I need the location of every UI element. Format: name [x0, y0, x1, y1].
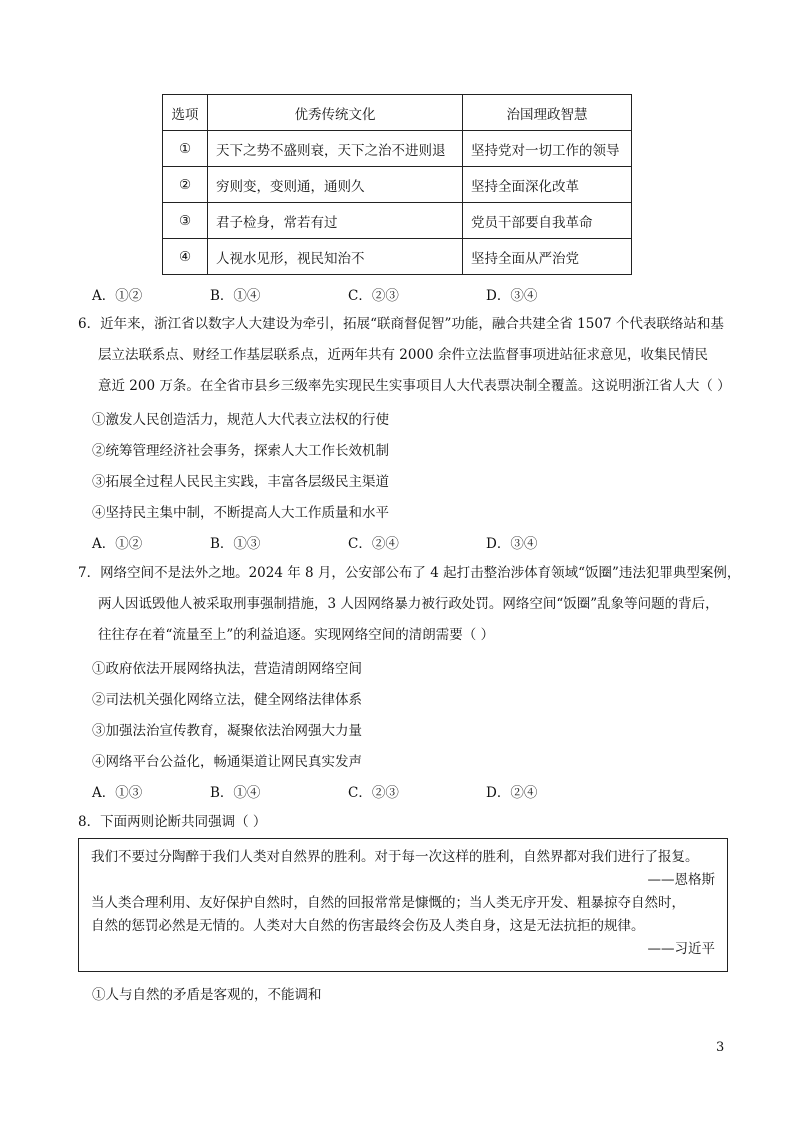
table-cell: 党员干部要自我革命	[463, 203, 632, 239]
table-row	[163, 167, 632, 203]
option-c[interactable]: C．②③	[348, 785, 399, 801]
question-text: 意近 200 万条。在全省市县乡三级率先实现民生实事项目人大代表票决制全覆盖。这说明浙江省人大（ ）	[98, 378, 731, 394]
quote-author-engels: ——恩格斯	[647, 872, 715, 888]
option-a[interactable]: A．①②	[92, 288, 143, 304]
table-cell: 天下之势不盛则衰，天下之治不进则退	[208, 131, 463, 167]
page-number: 3	[716, 1040, 725, 1055]
option-b[interactable]: B．①④	[210, 785, 261, 801]
table-cell: 人视水见形，视民知治不	[208, 239, 463, 275]
quote-box	[78, 838, 728, 972]
table-cell: 穷则变，变则通，通则久	[208, 167, 463, 203]
question-text: 往往存在着“流量至上”的利益追逐。实现网络空间的清朗需要（ ）	[98, 627, 495, 643]
q6-options	[92, 532, 652, 552]
table-row	[163, 131, 632, 167]
question-6	[78, 314, 731, 407]
question-text: 8．下面两则论断共同强调（ ）	[78, 814, 267, 830]
option-a[interactable]: A．①②	[92, 536, 143, 552]
table-cell: 君子检身，常若有过	[208, 203, 463, 239]
option-a[interactable]: A．①③	[92, 785, 143, 801]
option-b[interactable]: B．①③	[210, 536, 261, 552]
culture-wisdom-table	[162, 94, 632, 275]
question-text: 两人因诋毁他人被采取刑事强制措施，3 人因网络暴力被行政处罚。网络空间“饭圈”乱象等问题的背后，	[98, 596, 719, 612]
header-option: 选项	[163, 95, 208, 131]
statement: ②统筹管理经济社会事务，探索人大工作长效机制	[92, 443, 389, 459]
question-7	[78, 563, 741, 656]
quote-xi-line-1: 当人类合理利用、友好保护自然时，自然的回报常常是慷慨的；当人类无序开发、粗暴掠夺自然时，	[91, 895, 685, 911]
table-row	[163, 203, 632, 239]
table-cell: 坚持全面深化改革	[463, 167, 632, 203]
table-cell: ①	[163, 131, 208, 167]
table-cell: 坚持全面从严治党	[463, 239, 632, 275]
option-c[interactable]: C．②④	[348, 536, 399, 552]
statement: ④网络平台公益化，畅通渠道让网民真实发声	[92, 754, 362, 770]
table-row	[163, 239, 632, 275]
quote-engels: 我们不要过分陶醉于我们人类对自然界的胜利。对于每一次这样的胜利，自然界都对我们进行了报复。	[91, 849, 699, 865]
table-cell: ②	[163, 167, 208, 203]
statement: ③拓展全过程人民民主实践，丰富各层级民主渠道	[92, 474, 389, 490]
q5-options	[92, 284, 652, 304]
table-cell: ③	[163, 203, 208, 239]
q7-options	[92, 781, 652, 801]
question-text: 层立法联系点、财经工作基层联系点，近两年共有 2000 余件立法监督事项进站征求意见，收集民情民	[98, 347, 708, 363]
option-d[interactable]: D．②④	[486, 785, 538, 801]
statement: ①人与自然的矛盾是客观的，不能调和	[92, 987, 322, 1003]
statement: ②司法机关强化网络立法，健全网络法律体系	[92, 692, 362, 708]
table-cell: 坚持党对一切工作的领导	[463, 131, 632, 167]
question-text: 6．近年来，浙江省以数字人大建设为牵引，拓展“联商督促智”功能，融合共建全省 1507 个代表联络站和基	[78, 316, 724, 332]
statement: ③加强法治宣传教育，凝聚依法治网强大力量	[92, 723, 362, 739]
option-d[interactable]: D．③④	[486, 288, 538, 304]
header-wisdom: 治国理政智慧	[463, 95, 632, 131]
quote-xi-line-2: 自然的惩罚必然是无情的。人类对大自然的伤害最终会伤及人类自身，这是无法抗拒的规律。	[91, 918, 645, 934]
statement: ①激发人民创造活力，规范人大代表立法权的行使	[92, 412, 389, 428]
option-d[interactable]: D．③④	[486, 536, 538, 552]
table-header-row	[163, 95, 632, 131]
question-text: 7．网络空间不是法外之地。2024 年 8 月，公安部公布了 4 起打击整治涉体育领域“饭圈”违法犯罪典型案例，	[78, 565, 741, 581]
header-culture: 优秀传统文化	[208, 95, 463, 131]
statement: ①政府依法开展网络执法，营造清朗网络空间	[92, 661, 362, 677]
statement: ④坚持民主集中制，不断提高人大工作质量和水平	[92, 505, 389, 521]
table-cell: ④	[163, 239, 208, 275]
option-c[interactable]: C．②③	[348, 288, 399, 304]
option-b[interactable]: B．①④	[210, 288, 261, 304]
quote-author-xi: ——习近平	[647, 941, 715, 957]
